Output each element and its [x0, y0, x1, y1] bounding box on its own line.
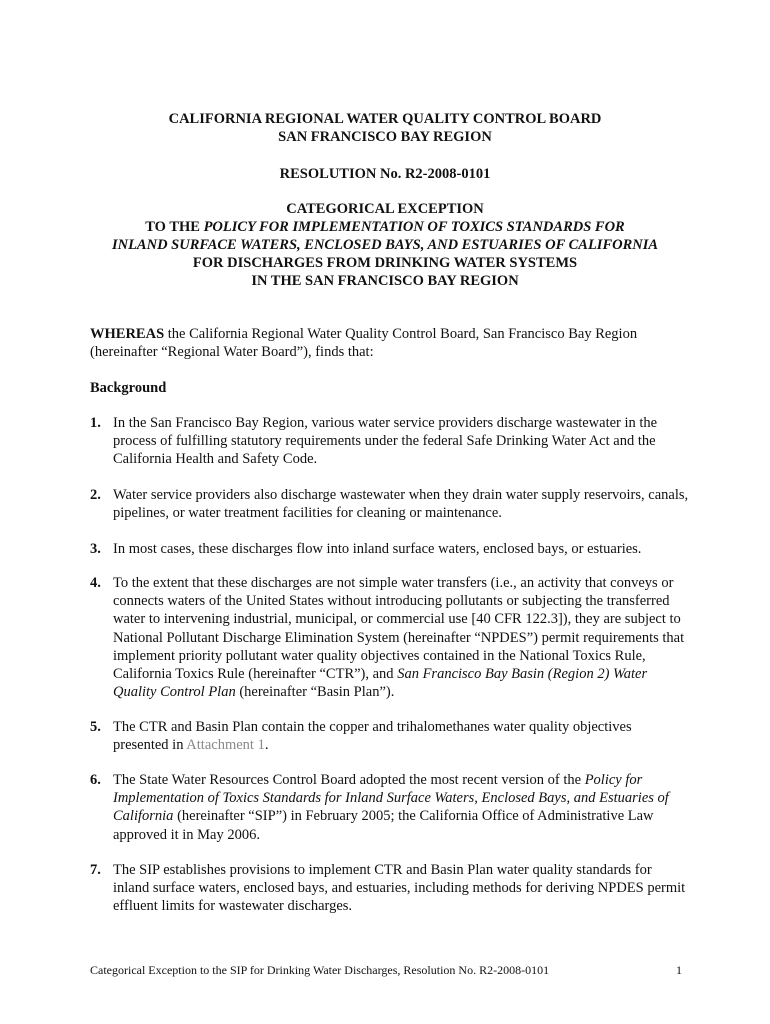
whereas-keyword: WHEREAS: [90, 326, 165, 342]
title-line-3-italic: INLAND SURFACE WATERS, ENCLOSED BAYS, AND ESTUARIES OF CALIFORNIA: [111, 237, 659, 253]
item-text: In the San Francisco Bay Region, various water service providers discharge wastewater in the process of fulfilling statutory requirements under the federal Safe Drinking Water Act and the California Health and Safety Code.: [113, 415, 658, 468]
item-text-part-b: (hereinafter “Basin Plan”).: [235, 684, 395, 701]
title-line-1: CATEGORICAL EXCEPTION: [286, 201, 484, 217]
region-name: SAN FRANCISCO BAY REGION: [278, 129, 492, 145]
board-name: CALIFORNIA REGIONAL WATER QUALITY CONTROL BOARD: [168, 111, 602, 127]
list-item: [90, 414, 690, 469]
item-text: Water service providers also discharge wastewater when they drain water supply reservoirs, canals, pipelines, or water treatment facilities for cleaning or maintenance.: [113, 487, 689, 522]
document-title: [0, 200, 770, 290]
title-line-2-prefix: TO THE: [145, 219, 204, 235]
item-text-part-a: To the extent that these discharges are not simple water transfers (i.e., an activity that conveys or connects waters of the United States without introducing pollutants or subjecting the transferred water to intervening industrial, municipal, or commercial use [40 CFR 122.3]), they are subject to National Pollutant Discharge Elimination System (hereinafter “NPDES”) permit requirements that implement priority pollutant water quality objectives contained in the National Toxics Rule, California Toxics Rule (hereinafter “CTR”), and: [113, 575, 685, 683]
list-item: [90, 718, 690, 754]
item-number: 7.: [90, 862, 101, 878]
item-text-part-a: The CTR and Basin Plan contain the copper and trihalomethanes water quality objectives presented in: [113, 719, 632, 754]
item-text: [113, 771, 690, 844]
title-line-3: [0, 236, 770, 254]
document-heading: [0, 110, 770, 146]
resolution-number: RESOLUTION No. R2-2008-0101: [279, 166, 491, 182]
list-item: [90, 486, 690, 522]
title-line-2-italic: POLICY FOR IMPLEMENTATION OF TOXICS STANDARDS FOR: [203, 219, 625, 235]
list-item: [90, 771, 690, 844]
resolution-number-block: [0, 165, 770, 183]
item-text: [113, 574, 690, 701]
item-number: 4.: [90, 575, 101, 591]
item-text-part-b: (hereinafter “SIP”) in February 2005; the California Office of Administrative Law approved it in May 2006.: [113, 808, 654, 843]
policy-title: Policy for Implementation of Toxics Standards for Inland Surface Waters, Enclosed Bays, and Estuaries of California: [113, 772, 669, 825]
title-line-2: [0, 218, 770, 236]
item-number: 3.: [90, 541, 101, 557]
item-number: 1.: [90, 415, 101, 431]
whereas-paragraph: [90, 325, 690, 361]
item-text-part-b: .: [264, 737, 269, 754]
item-number: 6.: [90, 772, 101, 788]
item-number: 5.: [90, 719, 101, 735]
footer-text: Categorical Exception to the SIP for Drinking Water Discharges, Resolution No. R2-2008-0101: [90, 963, 550, 977]
item-text: In most cases, these discharges flow into inland surface waters, enclosed bays, or estuaries.: [113, 541, 642, 557]
list-item: [90, 540, 690, 558]
item-number: 2.: [90, 487, 101, 503]
attachment-1-link[interactable]: Attachment 1: [186, 737, 265, 754]
section-title-background: Background: [90, 380, 167, 396]
whereas-text: the California Regional Water Quality Control Board, San Francisco Bay Region (hereinafter “Regional Water Board”), finds that:: [90, 326, 638, 361]
page-number: 1: [676, 963, 682, 977]
title-line-4: FOR DISCHARGES FROM DRINKING WATER SYSTEMS: [192, 255, 578, 271]
item-text: The SIP establishes provisions to implement CTR and Basin Plan water quality standards for inland surface waters, enclosed bays, and estuaries, including methods for deriving NPDES permit effluent limits for wastewater discharges.: [113, 862, 686, 915]
item-text-part-a: The State Water Resources Control Board adopted the most recent version of the: [113, 772, 585, 788]
list-item: [90, 861, 690, 916]
item-text: [113, 718, 690, 754]
basin-plan-title: San Francisco Bay Basin (Region 2) Water Quality Control Plan: [113, 666, 648, 701]
title-line-5: IN THE SAN FRANCISCO BAY REGION: [251, 273, 519, 289]
list-item: [90, 574, 690, 701]
